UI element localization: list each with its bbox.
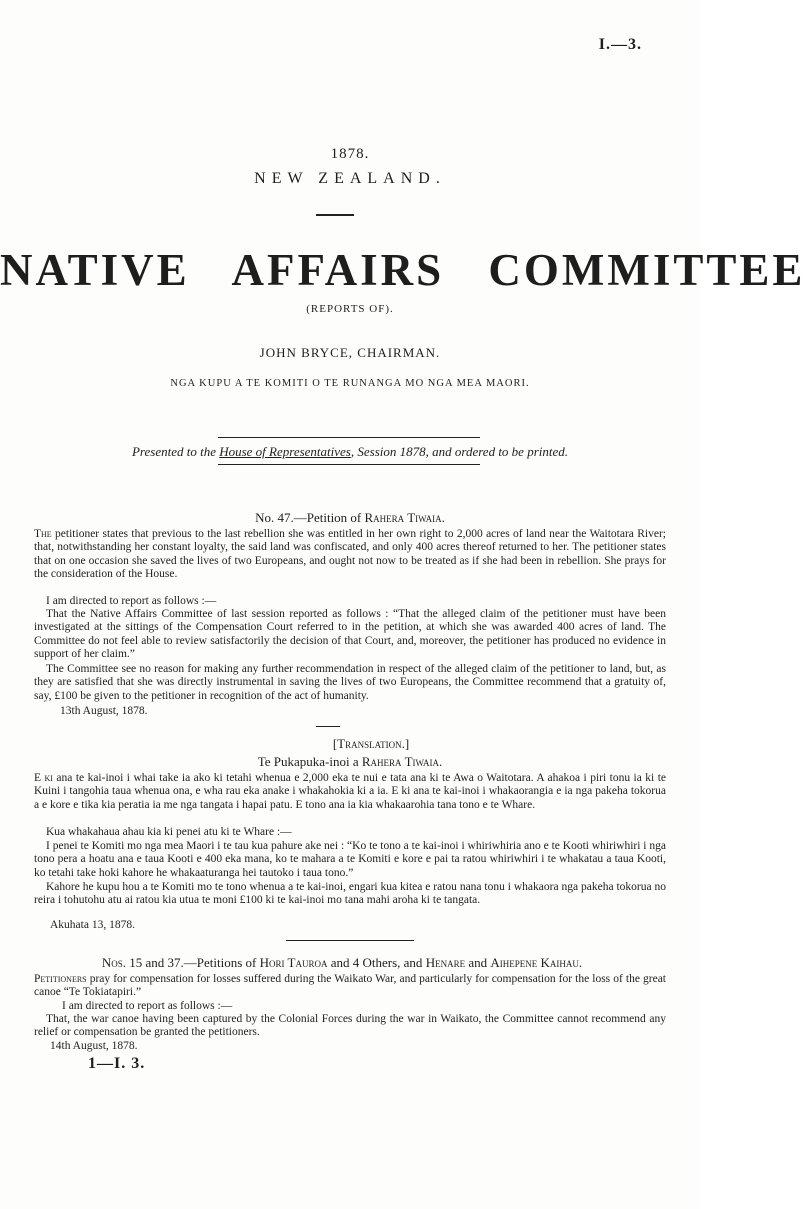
country: NEW ZEALAND. bbox=[254, 170, 446, 187]
chairman: JOHN BRYCE, CHAIRMAN. bbox=[259, 345, 441, 360]
title-divider bbox=[316, 214, 354, 216]
translation-direction: Kua whakahaua ahau kia ki penei atu ki te Whare :— bbox=[46, 826, 292, 838]
petitions-15-37-statement: Petitioners pray for compensation for losses suffered during the Waikato War, and particularly for compensation for the loss of the great canoe “Te Tokiatapiri.” bbox=[34, 973, 666, 999]
presented-bottom-rule bbox=[218, 464, 480, 465]
petition-47-recommendation: The Committee see no reason for making any further recommendation in respect of the alleged claim of the petitioner to land, but, as they are satisfied that she was directly instrumental in saving the lives of two Europeans, the Committee recommend that a gratuity of, say, £100 be given to the petitioner in recognition of the act of humanity. bbox=[34, 663, 666, 702]
presented-line: Presented to the House of Representatives, Session 1878, and ordered to be printed. bbox=[131, 444, 569, 459]
translation-previous-report: I penei te Komiti mo nga mea Maori i te tau kua pahure ake nei : “Ko te tono a te kai-inoi i whiriwhiria ano e te Kooti whiriwhiri i nga tono pera a hoatu ana e taua Kooti e 400 eka mana, ko te mahara a te Komiti e kore e pai ta ratou whiriwhiri i te whakatau a taua Kooti, ko tetahi take hoki kahore he whakaaturanga hei tautoko i taua tono.” bbox=[34, 840, 666, 879]
translation-date: Akuhata 13, 1878. bbox=[50, 919, 135, 931]
house-name: House of Representatives bbox=[219, 444, 351, 459]
translation-divider bbox=[316, 726, 340, 727]
petition-47-date: 13th August, 1878. bbox=[60, 705, 148, 717]
petition-47-direction: I am directed to report as follows :— bbox=[46, 595, 217, 607]
maori-title: NGA KUPU A TE KOMITI O TE RUNANGA MO NGA MEA MAORI. bbox=[170, 378, 530, 389]
document-title: NATIVE AFFAIRS COMMITTEE bbox=[0, 245, 805, 295]
petition-47-heading: No. 47.—Petition of Rahera Tiwaia. bbox=[255, 510, 445, 525]
presented-top-rule bbox=[218, 437, 480, 438]
petitions-15-37-recommendation: That, the war canoe having been captured by the Colonial Forces during the war in Waikato, the Committee cannot recommend any relief or compensation be granted the petitioners. bbox=[34, 1013, 666, 1039]
translation-label: [Translation.] bbox=[332, 736, 410, 751]
year: 1878. bbox=[330, 146, 370, 162]
translation-statement: E ki ana te kai-inoi i whai take ia ako ki tetahi whenua e 2,000 eka te nui e tata ana ki te Awa o Waitotara. A ahakoa i piri tonu ia ki te Kuini i tangohia taua whenua ona, e wha rau eka anake i whakahokia ki a ia. E ki ana te kai-inoi i whakaorangia e ia nga pakeha tokorua a e kore e tika kia peratia ia me nga tangata i hapai patu. E tono ana ia kia whakaarohia tana tono e te Whare. bbox=[34, 772, 667, 811]
petition-47-previous-report: That the Native Affairs Committee of last session reported as follows : “That the alleged claim of the petitioner must have been investigated at the sittings of the Compensation Court referred to in the petition, at which she was awarded 400 acres of land. The Committee do not feel able to review satisfactorily the decision of that Court, and, moreover, the petitioner has produced no evidence in support of her claim.” bbox=[34, 608, 666, 661]
translation-recommendation: Kahore he kupu hou a te Komiti mo te tono whenua a te kai-inoi, engari kua kitea e ratou nana tonu i whakaora nga pakeha tokorua no reira i tohutohu atu ai ratou kia utua te moni £100 ki te kai-inoi mo tana mahi aroha ki te tangata. bbox=[34, 881, 666, 907]
petitions-15-37-heading: Nos. 15 and 37.—Petitions of Hori Tauroa and 4 Others, and Henare and Aihepene Kaihau. bbox=[101, 955, 583, 970]
footer-reference: 1—I. 3. bbox=[88, 1055, 146, 1072]
section-divider bbox=[286, 940, 414, 941]
petitions-15-37-direction: I am directed to report as follows :— bbox=[62, 1000, 233, 1012]
translation-heading: Te Pukapuka-inoi a Rahera Tiwaia. bbox=[257, 754, 443, 769]
document-subtitle: (REPORTS OF). bbox=[306, 303, 394, 315]
petitions-15-37-date: 14th August, 1878. bbox=[50, 1040, 138, 1052]
petition-47-statement: The petitioner states that previous to the last rebellion she was entitled in her own right to 2,000 acres of land near the Waitotara River; that, notwithstanding her constant loyalty, the said land was confiscated, and only 400 acres thereof returned to her. The petitioner states that on one occasion she saved the lives of two Europeans, and ought not now to be treated as if she had been in rebellion. She prays for the consideration of the House. bbox=[34, 528, 666, 581]
page-reference: I.—3. bbox=[598, 36, 642, 53]
